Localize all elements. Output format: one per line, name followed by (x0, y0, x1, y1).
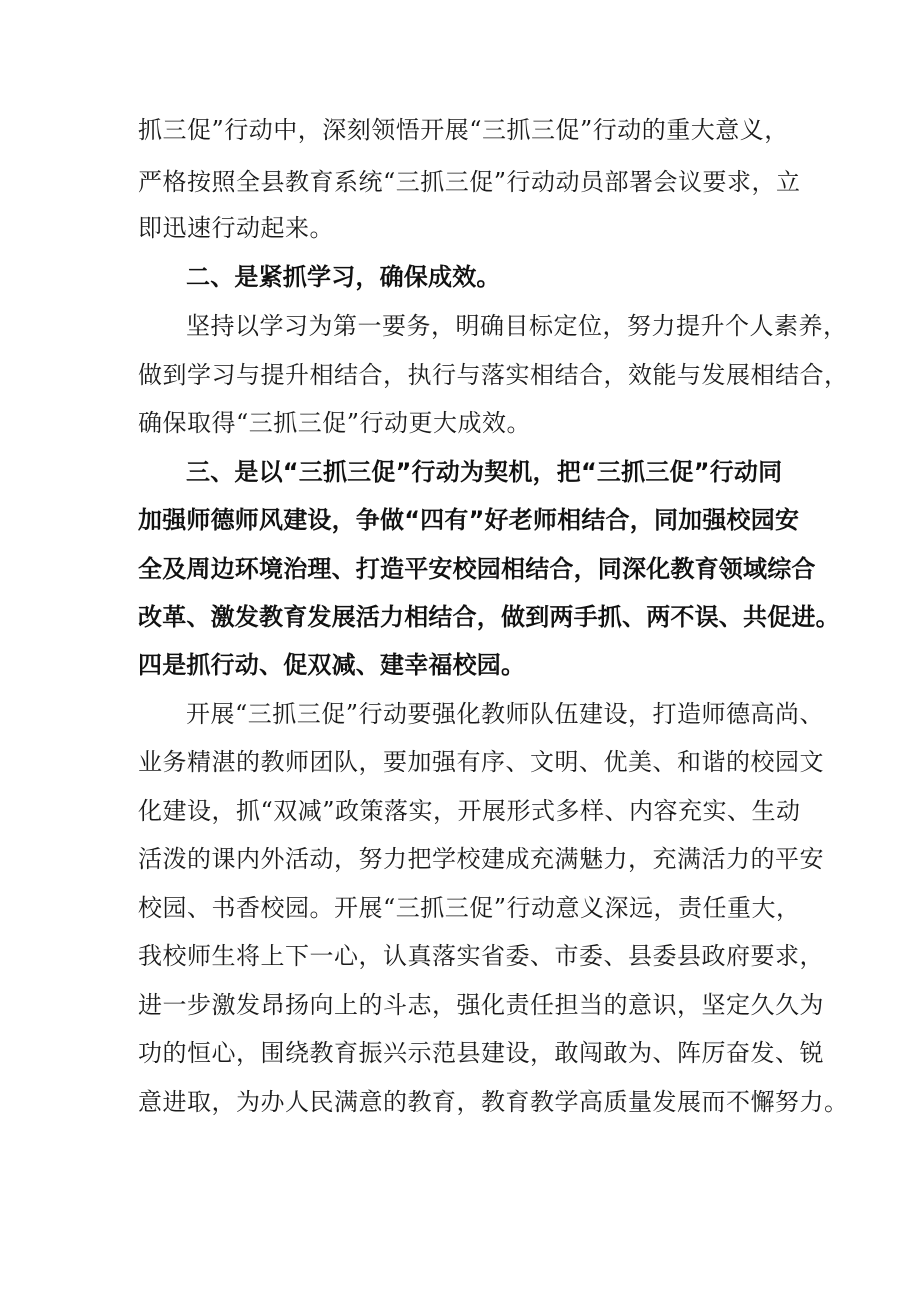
body-line: 化建设，抓“双减”政策落实，开展形式多样、内容充实、生动 (138, 797, 801, 825)
body-line: 业务精湛的教师团队，要加强有序、文明、优美、和谐的校园文 (138, 748, 824, 776)
body-line: 抓三促”行动中，深刻领悟开展“三抓三促”行动的重大意义， (138, 116, 789, 144)
body-line: 功的恒心，围绕教育振兴示范县建设，敢闯敢为、阵厉奋发、锐 (138, 1039, 824, 1067)
body-line: 我校师生将上下一心，认真落实省委、市委、县委县政府要求， (138, 942, 824, 970)
body-line: 活泼的课内外活动，努力把学校建成充满魅力，充满活力的平安 (138, 845, 824, 873)
section-heading-3-line: 加强师德师风建设，争做“四有”好老师相结合，同加强校园安 (138, 506, 800, 534)
section-heading-2: 二、是紧抓学习，确保成效。 (186, 263, 501, 291)
body-line: 严格按照全县教育系统“三抓三促”行动动员部署会议要求，立 (138, 168, 801, 196)
body-line: 坚持以学习为第一要务，明确目标定位，努力提升个人素养， (186, 312, 848, 340)
body-line: 进一步激发昂扬向上的斗志，强化责任担当的意识，坚定久久为 (138, 991, 824, 1019)
body-line: 开展“三抓三促”行动要强化教师队伍建设，打造师德高尚、 (186, 700, 825, 728)
body-line: 即迅速行动起来。 (138, 214, 334, 242)
section-heading-3: 三、是以“三抓三促”行动为契机，把“三抓三促”行动同 (186, 458, 783, 486)
section-heading-3-line: 全及周边环境治理、打造平安校园相结合，同深化教育领域综合 (138, 555, 816, 583)
section-heading-4: 四是抓行动、促双减、建幸福校园。 (138, 651, 526, 679)
body-line: 意进取，为办人民满意的教育，教育教学高质量发展而不懈努力。 (138, 1088, 849, 1116)
body-line: 确保取得“三抓三促”行动更大成效。 (138, 409, 532, 437)
section-heading-3-line: 改革、激发教育发展活力相结合，做到两手抓、两不误、共促进。 (138, 603, 840, 631)
body-line: 做到学习与提升相结合，执行与落实相结合，效能与发展相结合， (138, 361, 849, 389)
body-line: 校园、书香校园。开展“三抓三促”行动意义深远，责任重大， (138, 894, 801, 922)
